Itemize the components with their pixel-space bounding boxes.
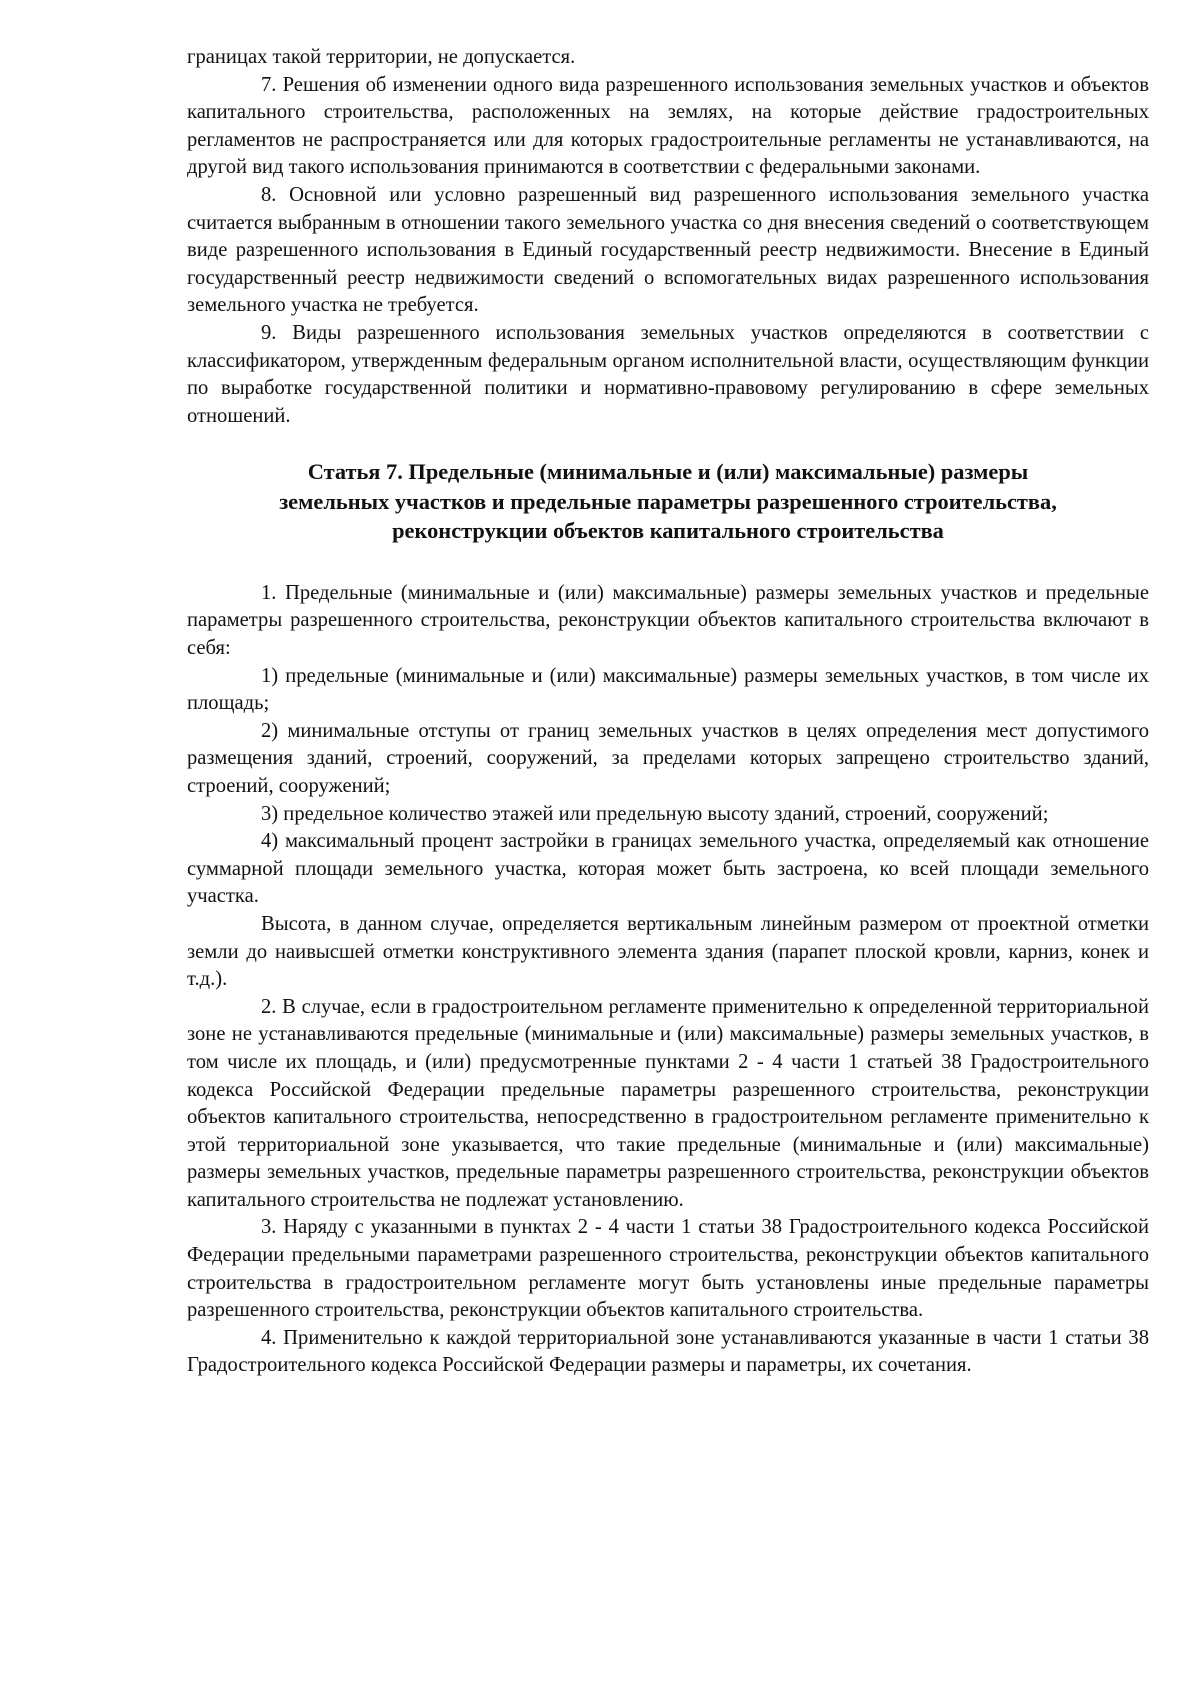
document-page [187, 44, 1149, 1380]
paragraph-continuation: границах такой территории, не допускается. [187, 46, 576, 68]
article-subitem-3: 3) предельное количество этажей или предельную высоту зданий, строений, сооружений; [261, 802, 1049, 825]
article-heading-line-3: реконструкции объектов капитального строительства [392, 518, 944, 544]
article-paragraph-3: 3. Наряду с указанными в пунктах 2 - 4 части 1 статьи 38 Градостроительного кодекса Российской Федерации предельными параметрами разрешенного строительства, реконструкции объектов капитального строительства в градостроительном регламенте могут быть установлены иные предельные параметры разрешенного строительства, реконструкции объектов капитального строительства. [187, 1216, 1149, 1322]
article-paragraph-2: 2. В случае, если в градостроительном регламенте применительно к определенной территориальной зоне не устанавливаются предельные (минимальные и (или) максимальные) размеры земельных участков, в том числе их площадь, и (или) предусмотренные пунктами 2 - 4 части 1 статьей 38 Градостроительного кодекса Российской Федерации предельные параметры разрешенного строительства, реконструкции объектов капитального строительства, непосредственно в градостроительном регламенте применительно к этой территориальной зоне указывается, что такие предельные (минимальные и (или) максимальные) размеры земельных участков, предельные параметры разрешенного строительства, реконструкции объектов капитального строительства не подлежат установлению. [187, 995, 1149, 1211]
article-subitem-1: 1) предельные (минимальные и (или) максимальные) размеры земельных участков, в том числе их площадь; [187, 664, 1149, 715]
article-subitem-2: 2) минимальные отступы от границ земельных участков в целях определения мест допустимого размещения зданий, строений, сооружений, за пределами которых запрещено строительство зданий, строений, сооружений; [187, 719, 1149, 797]
article-heading-line-2: земельных участков и предельные параметры разрешенного строительства, [279, 488, 1057, 514]
article-height-note: Высота, в данном случае, определяется вертикальным линейным размером от проектной отметки земли до наивысшей отметки конструктивного элемента здания (парапет плоской кровли, карниз, конек и т.д.). [187, 912, 1149, 991]
article-paragraph-1: 1. Предельные (минимальные и (или) максимальные) размеры земельных участков и предельные параметры разрешенного строительства, реконструкции объектов капитального строительства включают в себя: [187, 581, 1149, 659]
article-heading [187, 457, 1149, 546]
paragraph-item-8: 8. Основной или условно разрешенный вид разрешенного использования земельного участка считается выбранным в отношении такого земельного участка со дня внесения сведений о соответствующем виде разрешенного использования в Единый государственный реестр недвижимости. Внесение в Единый государственный реестр недвижимости сведений о вспомогательных видах разрешенного использования земельного участка не требуется. [187, 183, 1149, 317]
paragraph-item-7: 7. Решения об изменении одного вида разрешенного использования земельных участков и объектов капитального строительства, расположенных на землях, на которые действие градостроительных регламентов не распространяется или для которых градостроительные регламенты не устанавливаются, на другой вид такого использования принимаются в соответствии с федеральными законами. [187, 73, 1149, 179]
article-heading-line-1: Статья 7. Предельные (минимальные и (или) максимальные) размеры [307, 459, 1029, 485]
article-paragraph-4: 4. Применительно к каждой территориальной зоне устанавливаются указанные в части 1 статьи 38 Градостроительного кодекса Российской Федерации размеры и параметры, их сочетания. [187, 1326, 1149, 1377]
paragraph-item-9: 9. Виды разрешенного использования земельных участков определяются в соответствии с классификатором, утвержденным федеральным органом исполнительной власти, осуществляющим функции по выработке государственной политики и нормативно-правовому регулированию в сфере земельных отношений. [187, 321, 1149, 427]
article-subitem-4: 4) максимальный процент застройки в границах земельного участка, определяемый как отношение суммарной площади земельного участка, которая может быть застроена, ко всей площади земельного участка. [187, 830, 1149, 908]
